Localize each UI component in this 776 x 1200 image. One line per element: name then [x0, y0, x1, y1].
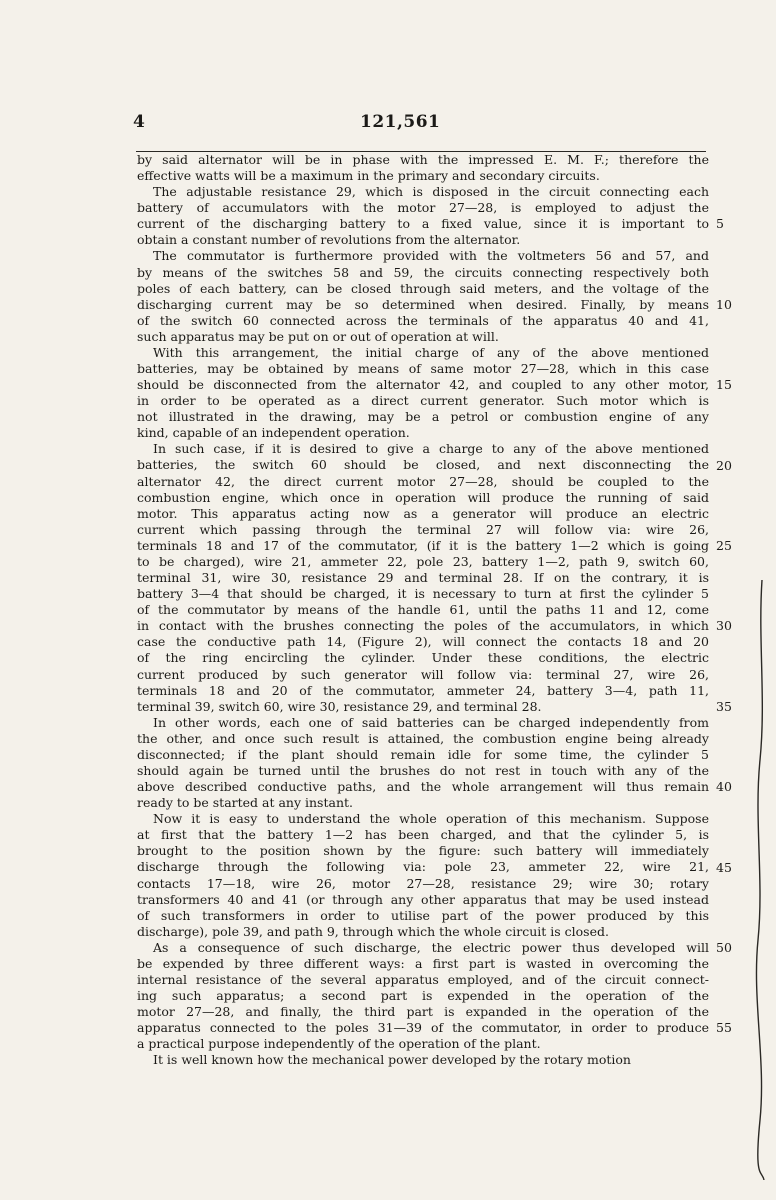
text-line: in contact with the brushes connecting the poles of the accumulators, in which [137, 618, 709, 634]
text-line: of the ring encircling the cylinder. Under these conditions, the electric [137, 650, 709, 666]
text-line: by said alternator will be in phase with the impressed E. M. F.; therefore the [137, 152, 709, 167]
text-line: poles of each battery, can be closed through said meters, and the voltage of the [137, 280, 709, 296]
line-number-marker: 50 [716, 939, 732, 955]
text-line: current produced by such generator will follow via: terminal 27, wire 26, [137, 666, 709, 682]
text-line: at first that the battery 1—2 has been charged, and that the cylinder 5, is [137, 827, 709, 843]
text-line: brought to the position shown by the figure: such battery will immediately [137, 843, 709, 859]
text-line: be expended by three different ways: a first part is wasted in overcoming the [137, 955, 709, 971]
text-line: As a consequence of such discharge, the electric power thus developed will [153, 939, 709, 955]
text-line: apparatus connected to the poles 31—39 of the commutator, in order to produce [137, 1020, 709, 1036]
text-line: disconnected; if the plant should remain idle for some time, the cylinder 5 [137, 746, 709, 762]
text-line: discharge through the following via: pole 23, ammeter 22, wire 21, [137, 859, 709, 875]
text-line: of the commutator by means of the handle 61, until the paths 11 and 12, come [137, 602, 709, 618]
text-line: battery of accumulators with the motor 27—28, is employed to adjust the [137, 200, 709, 216]
text-line: terminals 18 and 17 of the commutator, (if it is the battery 1—2 which is going [137, 537, 709, 553]
line-number-marker: 55 [716, 1020, 732, 1036]
text-line: not illustrated in the drawing, may be a petrol or combustion engine of any [137, 409, 709, 425]
text-line: It is well known how the mechanical power developed by the rotary motion [153, 1052, 631, 1068]
line-number-marker: 35 [716, 698, 732, 714]
line-number-marker: 15 [716, 377, 732, 393]
line-number-marker: 5 [716, 216, 724, 232]
text-line: motor. This apparatus acting now as a generator will produce an electric [137, 505, 709, 521]
line-number-marker: 25 [716, 537, 732, 553]
text-line: in order to be operated as a direct current generator. Such motor which is [137, 393, 709, 409]
text-line: combustion engine, which once in operation will produce the running of said [137, 489, 709, 505]
text-line: of such transformers in order to utilise part of the power produced by this [137, 907, 709, 923]
text-line: Now it is easy to understand the whole operation of this mechanism. Suppose [153, 811, 709, 827]
line-number-marker: 10 [716, 296, 732, 312]
text-line: discharging current may be so determined when desired. Finally, by means [137, 296, 709, 312]
text-line: ing such apparatus; a second part is expended in the operation of the [137, 988, 709, 1004]
text-line: With this arrangement, the initial charge of any of the above mentioned [153, 344, 709, 360]
text-line: The adjustable resistance 29, which is disposed in the circuit connecting each [153, 184, 709, 200]
text-line: to be charged), wire 21, ammeter 22, pole 23, battery 1—2, path 9, switch 60, [137, 553, 709, 569]
text-line: terminal 39, switch 60, wire 30, resistance 29, and terminal 28. [137, 698, 542, 714]
text-line: the other, and once such result is attained, the combustion engine being already [137, 730, 709, 746]
page-edge-scan-artifact [748, 580, 768, 1180]
text-line: current which passing through the terminal 27 will follow via: wire 26, [137, 521, 709, 537]
page-number: 4 [133, 112, 145, 132]
text-line: The commutator is furthermore provided with the voltmeters 56 and 57, and [153, 248, 709, 264]
text-line: such apparatus may be put on or out of operation at will. [137, 328, 499, 344]
text-line: alternator 42, the direct current motor 27—28, should be coupled to the [137, 473, 709, 489]
text-line: batteries, may be obtained by means of same motor 27—28, which in this case [137, 361, 709, 377]
text-line: a practical purpose independently of the operation of the plant. [137, 1036, 541, 1052]
text-line: battery 3—4 that should be charged, it is necessary to turn at first the cylinder 5 [137, 586, 709, 602]
text-line: In such case, if it is desired to give a charge to any of the above mentioned [153, 441, 709, 457]
line-number-marker: 20 [716, 457, 732, 473]
text-line: discharge), pole 39, and path 9, through which the whole circuit is closed. [137, 923, 609, 939]
body-text [137, 152, 709, 1068]
text-line: batteries, the switch 60 should be closed, and next disconnecting the [137, 457, 709, 473]
text-line: obtain a constant number of revolutions from the alternator. [137, 232, 521, 248]
page-header [0, 108, 776, 138]
text-line: by means of the switches 58 and 59, the circuits connecting respectively both [137, 264, 709, 280]
text-line: of the switch 60 connected across the terminals of the apparatus 40 and 41, [137, 312, 709, 328]
text-line: contacts 17—18, wire 26, motor 27—28, resistance 29; wire 30; rotary [137, 875, 709, 891]
text-line: case the conductive path 14, (Figure 2), will connect the contacts 18 and 20 [137, 634, 709, 650]
line-number-marker: 45 [716, 859, 732, 875]
line-number-marker: 40 [716, 779, 732, 795]
text-line: In other words, each one of said batteries can be charged independently from [153, 714, 709, 730]
line-number-marker: 30 [716, 618, 732, 634]
text-line: should be disconnected from the alternator 42, and coupled to any other motor, [137, 377, 709, 393]
text-line: motor 27—28, and finally, the third part is expanded in the operation of the [137, 1004, 709, 1020]
text-line: should again be turned until the brushes do not rest in touch with any of the [137, 762, 709, 778]
text-line: terminal 31, wire 30, resistance 29 and terminal 28. If on the contrary, it is [137, 570, 709, 586]
text-line: current of the discharging battery to a fixed value, since it is important to [137, 216, 709, 232]
text-line: terminals 18 and 20 of the commutator, ammeter 24, battery 3—4, path 11, [137, 682, 709, 698]
text-line: internal resistance of the several apparatus employed, and of the circuit connect- [137, 971, 709, 987]
text-line: transformers 40 and 41 (or through any other apparatus that may be used instead [137, 891, 709, 907]
text-line: above described conductive paths, and the whole arrangement will thus remain [137, 779, 709, 795]
text-line: effective watts will be a maximum in the primary and secondary circuits. [137, 168, 600, 184]
text-line: ready to be started at any instant. [137, 795, 353, 811]
text-line: kind, capable of an independent operation. [137, 425, 410, 441]
patent-number: 121,561 [360, 112, 441, 132]
